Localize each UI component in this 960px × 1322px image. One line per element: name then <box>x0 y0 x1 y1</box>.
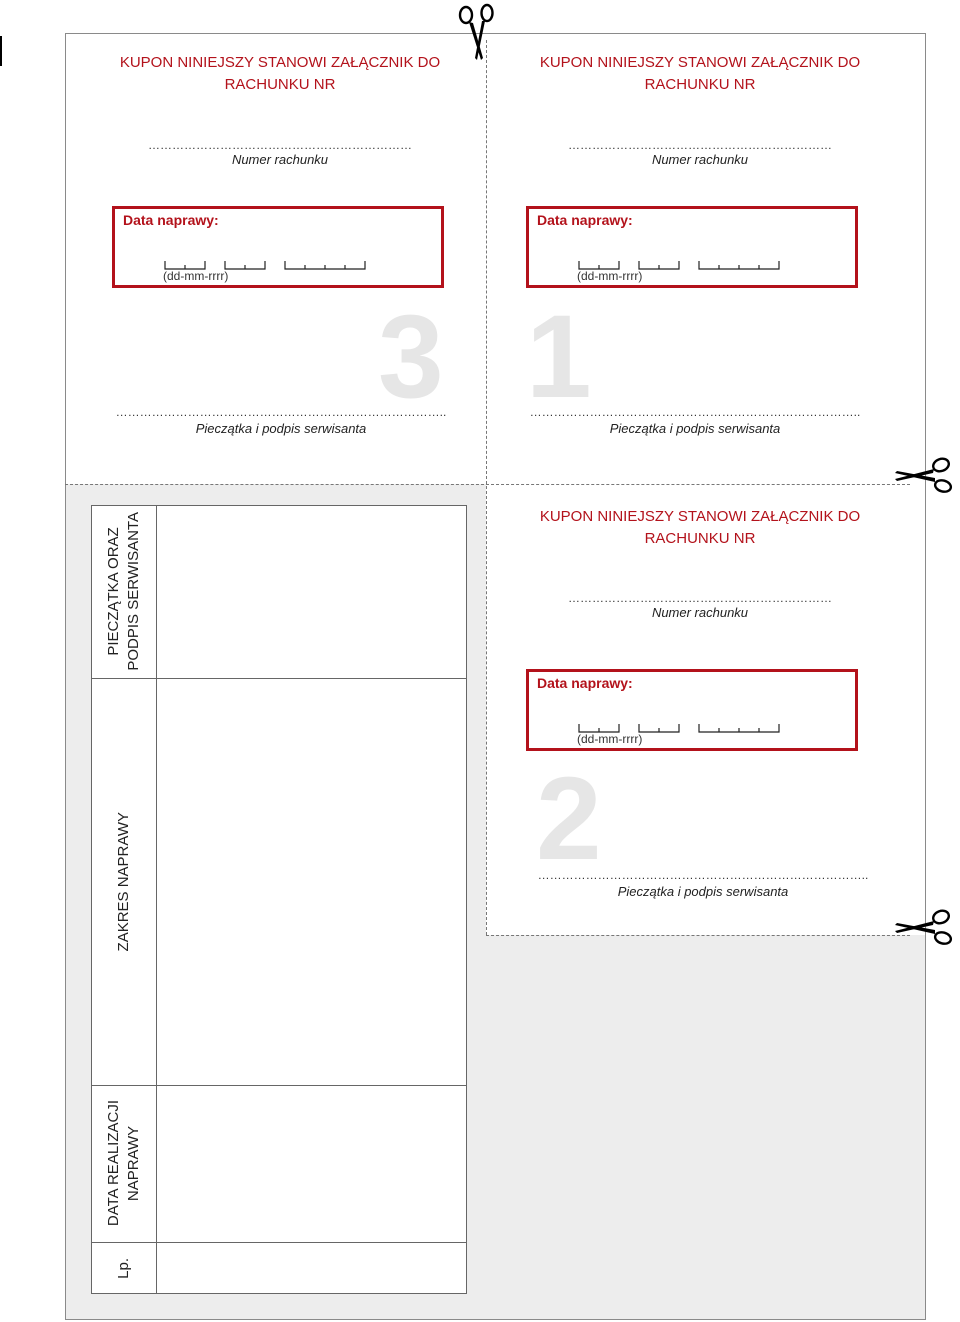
col-header-completion-date: DATA REALIZACJI NAPRAWY <box>104 1100 142 1227</box>
cell-completion-date-entry[interactable] <box>157 1086 466 1242</box>
stamp-signature-line[interactable]: ……………………………………………………………………….. <box>537 868 869 882</box>
repair-date-box <box>112 206 444 288</box>
date-format-hint: (dd-mm-rrrr) <box>163 269 229 283</box>
invoice-number-caption: Numer rachunku <box>231 152 329 167</box>
scissors-icon <box>893 453 955 499</box>
cut-line-horizontal-bottom <box>486 935 910 936</box>
invoice-number-line[interactable]: ………………………………………………………… <box>568 591 832 605</box>
col-header-repair-scope: ZAKRES NAPRAWY <box>114 811 132 952</box>
invoice-number-caption: Numer rachunku <box>651 152 749 167</box>
repair-date-label: Data naprawy: <box>537 675 633 691</box>
date-format-hint: (dd-mm-rrrr) <box>577 269 643 283</box>
col-header-stamp: PIECZĄTKA ORAZ PODPIS SERWISANTA <box>104 512 142 671</box>
stamp-signature-caption: Pieczątka i podpis serwisanta <box>195 421 367 436</box>
scissors-icon <box>893 905 955 951</box>
coupon-number: 1 <box>526 291 592 423</box>
coupon-title: KUPON NINIEJSZY STANOWI ZAŁĄCZNIK DO RACHUNKU NR <box>539 54 861 93</box>
repair-date-box <box>526 669 858 751</box>
cut-line-horizontal-top <box>65 484 910 485</box>
stamp-signature-line[interactable]: ……………………………………………………………………….. <box>115 405 447 419</box>
invoice-number-line[interactable]: ………………………………………………………… <box>148 138 412 152</box>
cell-repair-scope-entry[interactable] <box>157 679 466 1085</box>
date-format-hint: (dd-mm-rrrr) <box>577 732 643 746</box>
cell-lp-entry[interactable] <box>157 1243 466 1293</box>
coupon-number: 2 <box>536 753 602 885</box>
repair-date-label: Data naprawy: <box>537 212 633 228</box>
stamp-signature-caption: Pieczątka i podpis serwisanta <box>617 884 789 899</box>
coupon-number: 3 <box>378 291 444 423</box>
coupon-title: KUPON NINIEJSZY STANOWI ZAŁĄCZNIK DO RACHUNKU NR <box>119 54 441 93</box>
invoice-number-caption: Numer rachunku <box>651 605 749 620</box>
cell-stamp-entry[interactable] <box>157 506 466 678</box>
invoice-number-line[interactable]: ………………………………………………………… <box>568 138 832 152</box>
cut-line-vertical <box>486 40 487 935</box>
margin-mark <box>0 36 2 66</box>
stamp-signature-line[interactable]: ……………………………………………………………………….. <box>529 405 861 419</box>
col-header-lp: Lp. <box>114 1257 132 1279</box>
coupon-title: KUPON NINIEJSZY STANOWI ZAŁĄCZNIK DO RACHUNKU NR <box>539 508 861 547</box>
stamp-signature-caption: Pieczątka i podpis serwisanta <box>609 421 781 436</box>
repair-date-box <box>526 206 858 288</box>
repair-date-label: Data naprawy: <box>123 212 219 228</box>
